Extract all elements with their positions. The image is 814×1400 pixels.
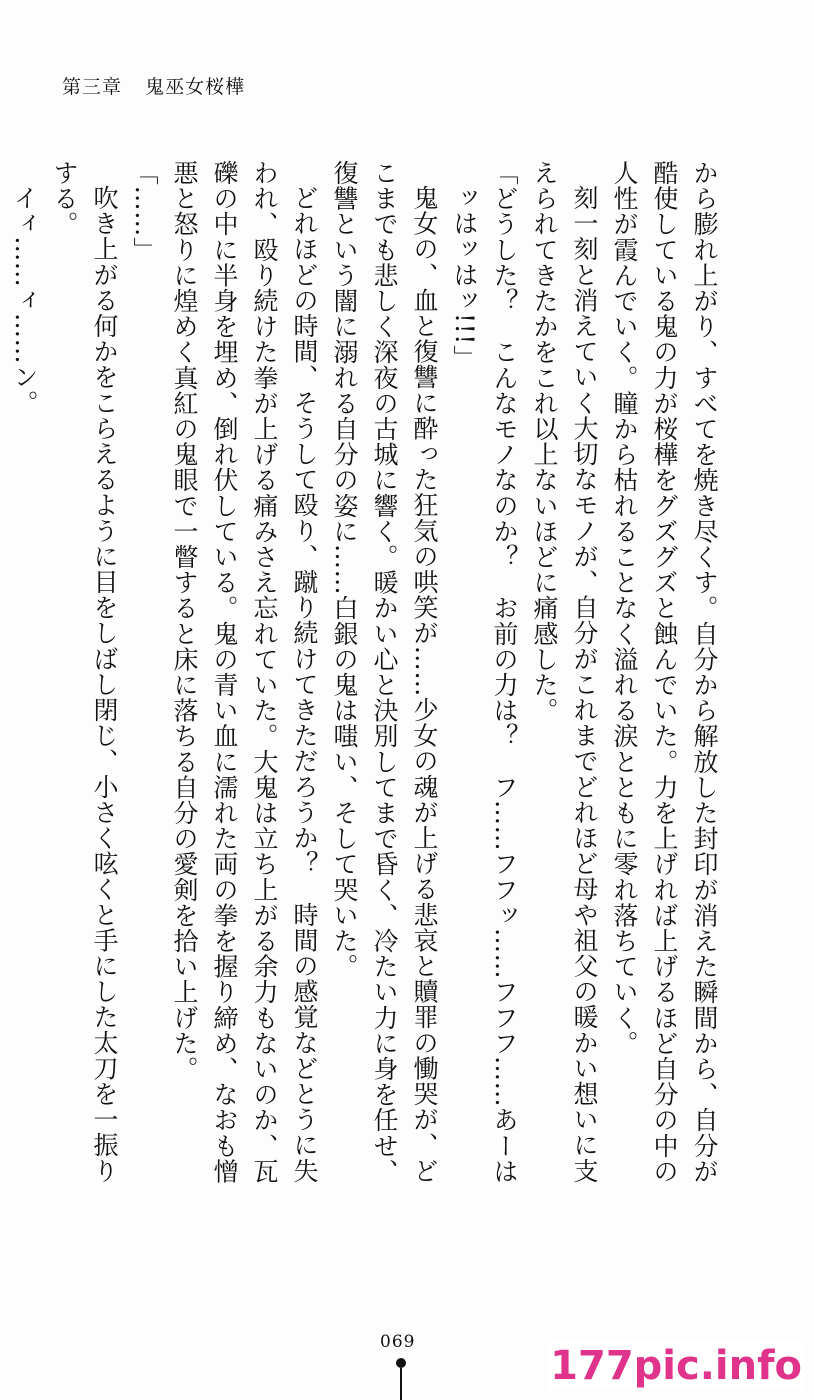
page-number: 069	[380, 1332, 416, 1352]
text-line: 礫の中に半身を埋め、倒れ伏している。鬼の青い血に濡れた両の拳を握り締め、なおも憎	[210, 160, 239, 1184]
text-line: こまでも悲しく深夜の古城に響く。暖かい心と決別してまで昏く、冷たい力に身を任せ、	[370, 160, 399, 1184]
onomatopoeia-line: イィ……ィ……ン。	[10, 185, 39, 416]
folio-dot	[396, 1358, 406, 1368]
text-line: 悪と怒りに煌めく真紅の鬼眼で一瞥すると床に落ちる自分の愛剣を拾い上げた。	[170, 160, 199, 1082]
text-line: から膨れ上がり、すべてを焼き尽くす。自分から解放した封印が消えた瞬間から、自分が	[690, 160, 719, 1184]
dialogue-line: ッはッはッ!!!」	[450, 185, 479, 371]
dialogue-line: 「……」	[130, 160, 159, 263]
text-line: 酷使している鬼の力が桜樺をグズグズと蝕んでいた。力を上げれば上げるほど自分の中の	[650, 160, 679, 1184]
text-line: 人性が霞んでいく。瞳から枯れることなく溢れる涙とともに零れ落ちていく。	[610, 160, 639, 1056]
text-line: する。	[50, 160, 79, 237]
text-line: 刻一刻と消えていく大切なモノが、自分がこれまでどれほど母や祖父の暖かい想いに支	[570, 185, 599, 1184]
chapter-number: 第三章	[62, 76, 123, 98]
text-line: 鬼女の、血と復讐に酔った狂気の哄笑が……少女の魂が上げる悲哀と贖罪の慟哭が、ど	[410, 185, 439, 1184]
running-header	[62, 72, 245, 99]
dialogue-line: 「どうした？ こんなモノなのか？ お前の力は？ フ……フフッ……フフフ……あーは	[490, 160, 519, 1184]
text-line: われ、殴り続けた拳が上げる痛みさえ忘れていた。大鬼は立ち上がる余力もないのか、瓦	[250, 160, 279, 1184]
chapter-title: 鬼巫女桜樺	[145, 76, 246, 98]
text-line: えられてきたかをこれ以上ないほどに痛感した。	[530, 160, 559, 724]
text-line: 復讐という闇に溺れる自分の姿に……白銀の鬼は嗤い、そして哭いた。	[330, 160, 359, 980]
vertical-body-text	[10, 160, 724, 1280]
text-line: 吹き上がる何かをこらえるように目をしばし閉じ、小さく呟くと手にした太刀を一振り	[90, 185, 119, 1184]
folio-rule	[400, 1368, 402, 1400]
watermark: 177pic.info	[550, 1343, 802, 1389]
text-line: どれほどの時間、そうして殴り、蹴り続けてきただろうか？ 時間の感覚などとうに失	[290, 185, 319, 1184]
